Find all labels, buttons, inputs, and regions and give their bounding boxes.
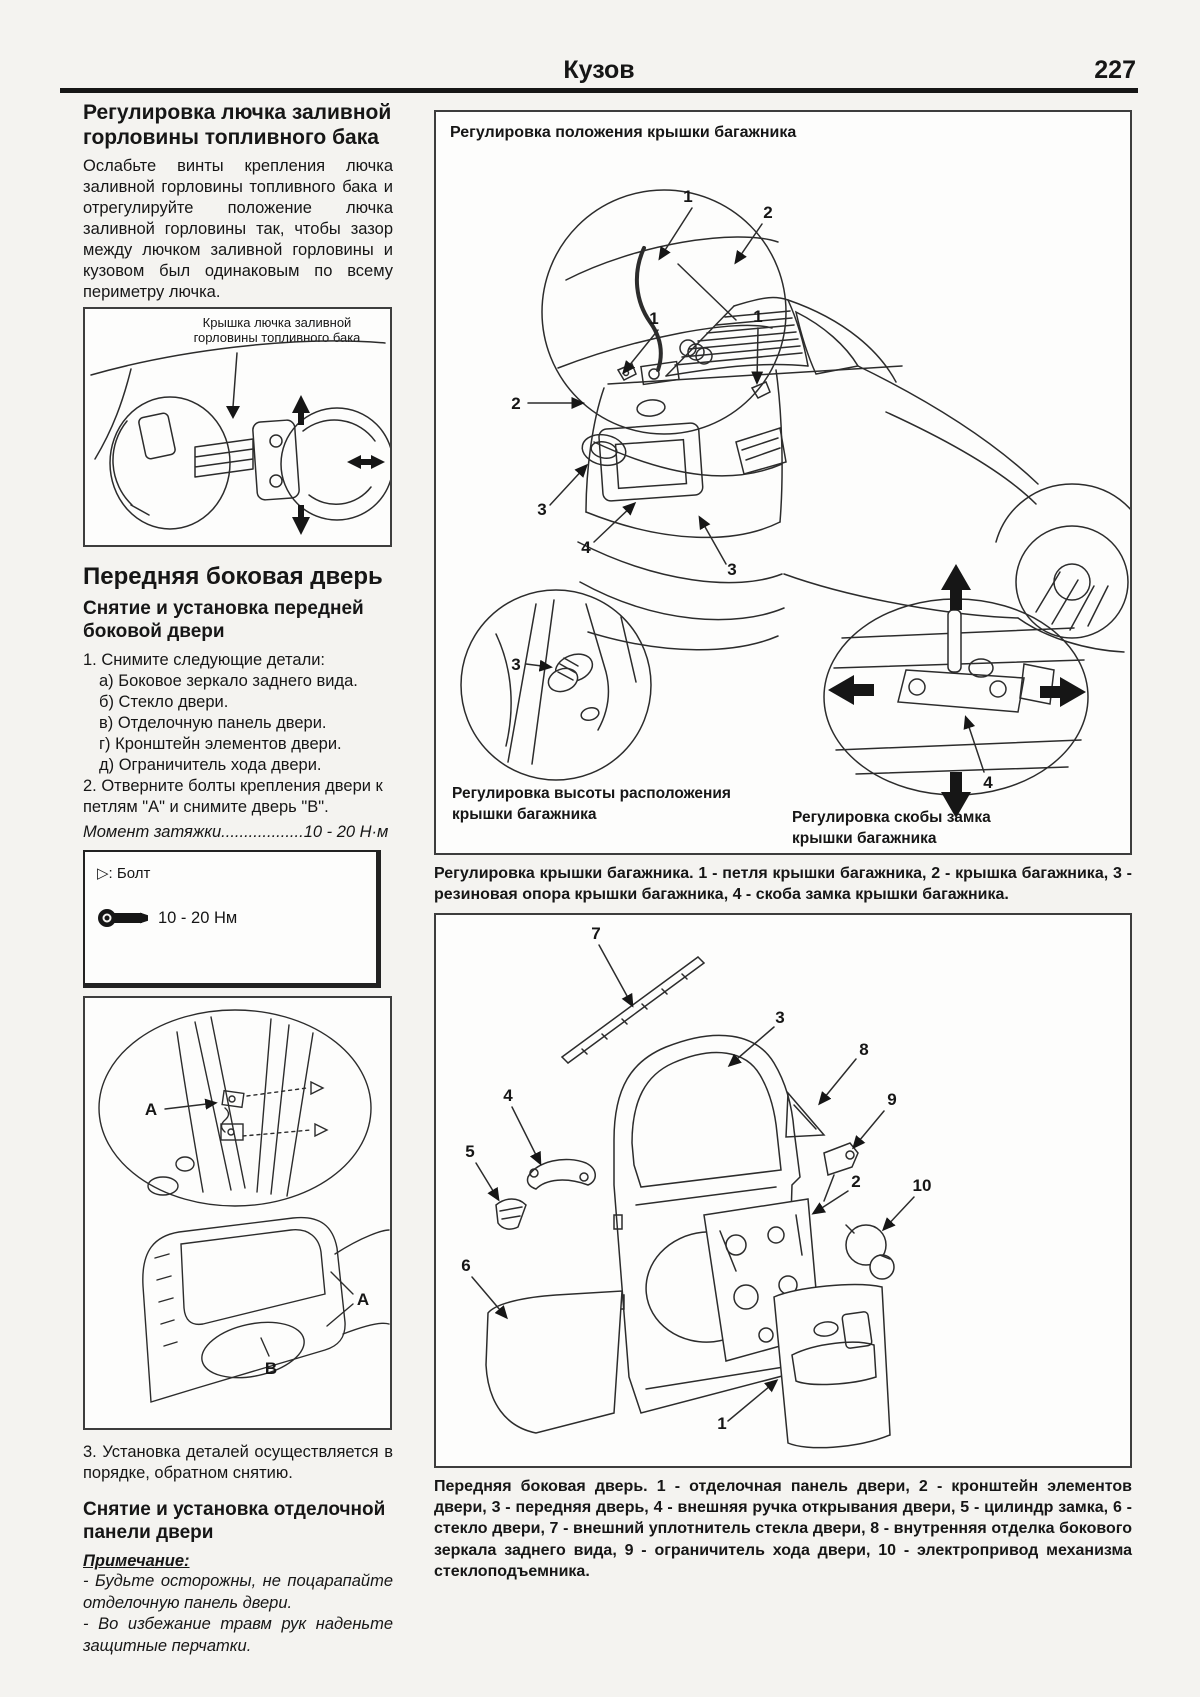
trunk-inset-label-2: 2 (763, 203, 773, 222)
fuel-flap-drawing (85, 309, 390, 545)
trunk-car-label-1-left: 1 (649, 309, 659, 328)
trunk-inset-label-4: 4 (983, 773, 993, 792)
fuel-flap-figure (83, 307, 392, 547)
hinge-label-a: A (144, 1100, 158, 1120)
trunk-car-label-4: 4 (581, 538, 591, 557)
trunk-adjustment-drawing (436, 112, 1130, 853)
note-item: - Будьте осторожны, не поцарапайте отделочную панель двери. (83, 1572, 393, 1612)
door-part-label-7: 7 (591, 924, 601, 944)
door-part-label-9: 9 (887, 1090, 897, 1110)
step-2: 2. Отверните болты крепления двери к петлям "А" и снимите дверь "В". (83, 777, 383, 817)
trunk-inset-label-3: 3 (511, 655, 521, 674)
section-title: Кузов (563, 56, 635, 84)
trunk-figure-title: Регулировка положения крышки багажника (450, 124, 797, 141)
page-number: 227 (1094, 56, 1136, 84)
trunk-car-label-3-right: 3 (727, 560, 737, 579)
heading-trim-panel: Снятие и установка отделочной панели двери (83, 1498, 386, 1544)
trunk-car-label-3-left: 3 (537, 500, 547, 519)
door-removal-steps (83, 650, 393, 818)
note-label: Примечание: (83, 1552, 190, 1571)
bolt-torque-value: 10 - 20 Нм (158, 908, 238, 927)
trunk-car-label-1-right: 1 (753, 307, 763, 326)
heading-front-door: Передняя боковая дверь (83, 563, 383, 591)
trunk-inset-label-1: 1 (683, 187, 693, 206)
trunk-figure-caption: Регулировка крышки багажника. 1 - петля крышки багажника, 2 - крышка багажника, 3 - резиновая опора крышки багажника, 4 - скоба замка крышки багажника. (434, 865, 1132, 904)
door-part-label-4: 4 (503, 1086, 513, 1106)
subheading-door-removal: Снятие и установка передней боковой двери (83, 598, 364, 643)
trunk-adjustment-figure (434, 110, 1132, 855)
heading-fuel-flap: Регулировка лючка заливной горловины топливного бака (83, 101, 392, 150)
door-part-label-1: 1 (717, 1414, 727, 1434)
door-part-label-2: 2 (851, 1172, 861, 1192)
bolt-legend-box (83, 850, 381, 988)
page-header (60, 48, 1138, 93)
right-column (434, 110, 1132, 1590)
list-item: а) Боковое зеркало заднего вида. (99, 672, 358, 691)
door-hinge-drawing (85, 998, 390, 1428)
left-column (83, 100, 393, 1657)
list-item: д) Ограничитель хода двери. (99, 756, 322, 775)
door-label-a: A (356, 1290, 370, 1310)
door-figure-caption: Передняя боковая дверь. 1 - отделочная панель двери, 2 - кронштейн элементов двери, 3 - передняя дверь, 4 - внешняя ручка открывания двери, 5 - цилиндр замка, 6 - стекло двери, 7 - внешний уплотнитель стекла двери, 8 - внутренняя отделка бокового зеркала заднего вида, 9 - ограничитель хода двери, 10 - электропривод механизма стеклоподъемника. (434, 1478, 1132, 1580)
door-part-label-8: 8 (859, 1040, 869, 1060)
paragraph-fuel-flap: Ослабьте винты крепления лючка заливной горловины топливного бака и отрегулируйте положение лючка заливной горловины так, чтобы зазор между лючком заливной горловины и кузовом был одинаковым по всему периметру лючка. (83, 157, 393, 302)
list-item: г) Кронштейн элементов двери. (99, 735, 342, 754)
caption-trunk-striker: Регулировка скобы замка крышки багажника (792, 809, 991, 847)
step-3: 3. Установка деталей осуществляется в порядке, обратном снятию. (83, 1443, 393, 1482)
torque-spec: Момент затяжки..................10 - 20 Н·м (83, 823, 389, 842)
caption-trunk-height: Регулировка высоты расположения крышки багажника (452, 785, 731, 823)
bolt-legend-text: ▷: Болт (97, 865, 151, 883)
door-exploded-figure (434, 913, 1132, 1468)
list-item: в) Отделочную панель двери. (99, 714, 327, 733)
door-hinge-figure (83, 996, 392, 1430)
note-item: - Во избежание травм рук наденьте защитные перчатки. (83, 1615, 393, 1655)
trunk-car-label-2: 2 (511, 394, 521, 413)
list-item: б) Стекло двери. (99, 693, 229, 712)
door-exploded-drawing (436, 915, 1130, 1466)
door-part-label-10: 10 (912, 1176, 932, 1196)
step-1: 1. Снимите следующие детали: (83, 651, 326, 670)
fuel-flap-figure-label: Крышка лючка заливной горловины топливного бака (193, 315, 361, 345)
bolt-icon (97, 906, 149, 930)
door-part-label-3: 3 (775, 1008, 785, 1028)
door-part-label-6: 6 (461, 1256, 471, 1276)
door-part-label-5: 5 (465, 1142, 475, 1162)
door-label-b: B (264, 1359, 278, 1379)
